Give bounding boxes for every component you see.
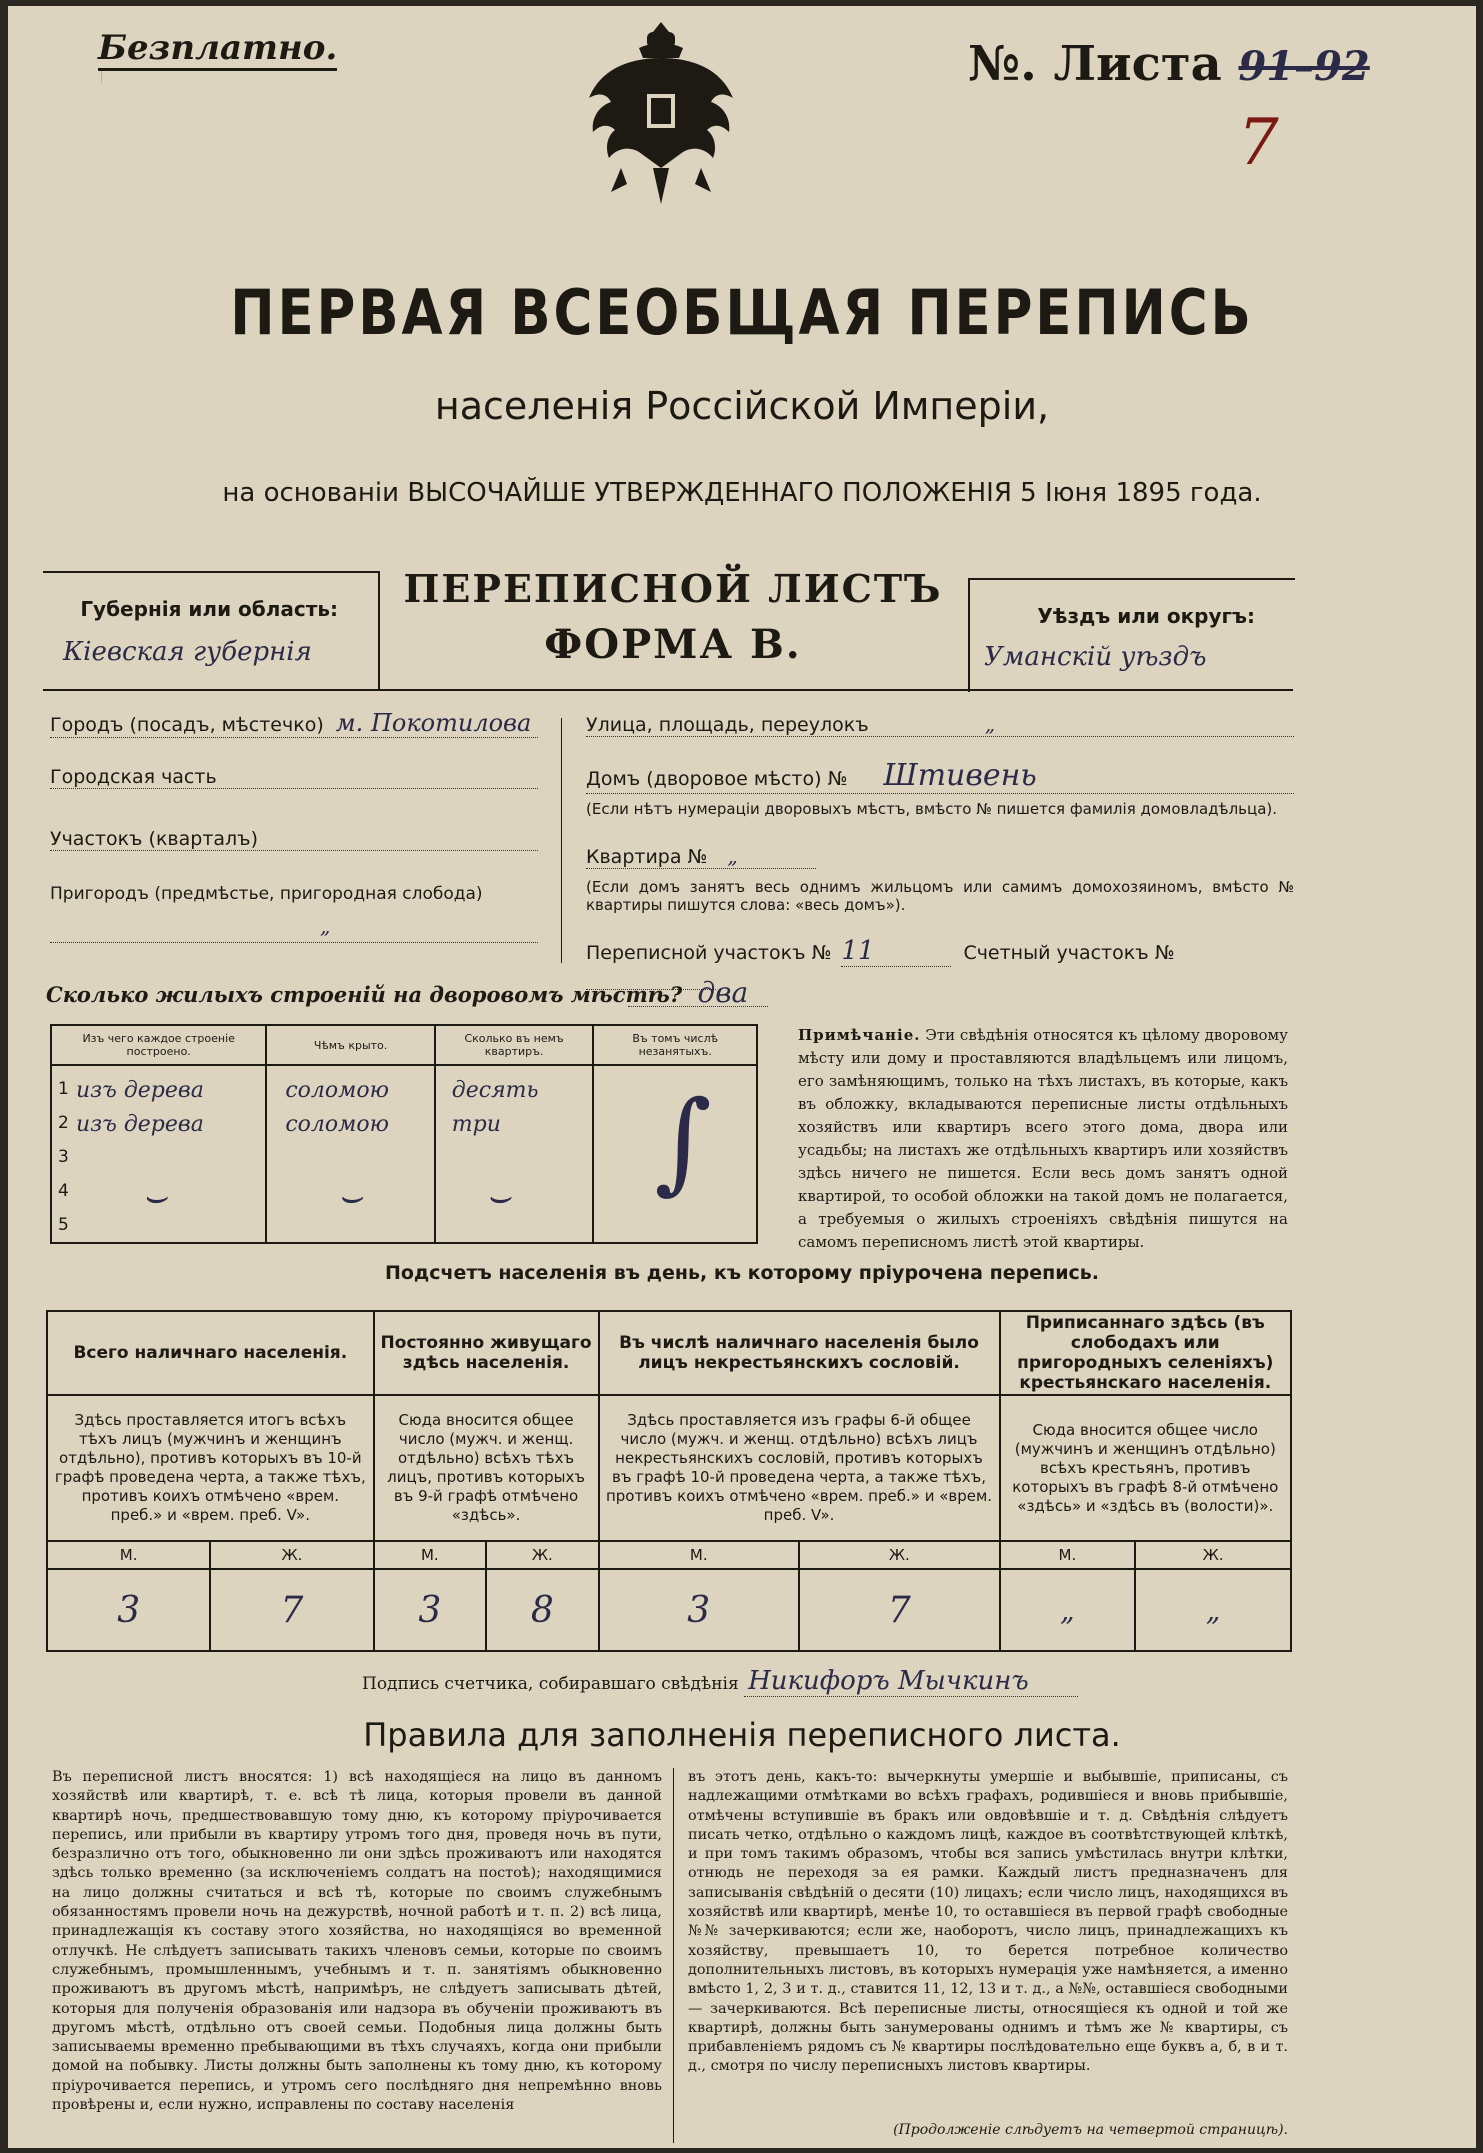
city-label: Городъ (посадъ, мѣстечко) — [50, 714, 324, 736]
district-label: Участокъ (кварталъ) — [50, 828, 259, 850]
uezd-label: Уѣздъ или округъ: — [1037, 604, 1255, 628]
female-header: Ж. — [210, 1541, 373, 1569]
buildings-answer-line — [628, 1006, 768, 1007]
buildings-header: Сколько въ немъ квартиръ. — [435, 1025, 594, 1065]
material-cell: изъ дерева — [76, 1078, 204, 1103]
female-header: Ж. — [486, 1541, 598, 1569]
vertical-divider — [561, 718, 562, 963]
vacant-dash: ∫ — [654, 1077, 712, 1205]
rules-left-column: Въ переписной листъ вносятся: 1) всѣ находящіеся на лицо въ данномъ хозяйствѣ или квартирѣ, т. е. всѣ тѣ лица, которыя провели въ данной квартирѣ ночь, предшествовавшую тому дню, къ которому пріурочивается перепись, или прибыли въ квартиру утромъ того дня, проведя ночь въ пути, безразлично отъ того, обыкновенно ли они здѣсь проживаютъ или находятся здѣсь только временно (за исключеніемъ солдатъ на постоѣ); находящимися на лицо должны считаться и всѣ тѣ, которые по своимъ служебнымъ обязанностямъ провели ночь на дежурствѣ, ночной работѣ и т. п. 2) всѣ лица, принадлежащія къ составу этого хозяйства, но находящіяся во временной отлучкѣ. Не слѣдуетъ записывать такихъ членовъ семьи, которые по своимъ служебнымъ, промышленнымъ, учебнымъ и т. п. занятіямъ обыкновенно проживаютъ въ другомъ мѣстѣ, напримѣръ, не слѣдуетъ записывать дѣтей, которыя для полученія образованія или надзора въ обученіи проживаютъ въ другомъ мѣстѣ, отдѣльно отъ своей семьи. Подобныя лица должны быть записываемы временно пребывающими въ тѣхъ случаяхъ, когда они прибыли домой на побывку. Листы должны быть заполнены къ тому дню, къ которому пріурочивается перепись, и утромъ сего послѣдняго дня непремѣнно вновь провѣрены и, если нужно, исправлены по составу населенія — [52, 1769, 662, 2114]
sheet-number-label: №. Листа — [968, 36, 1222, 92]
roof-values — [285, 1074, 389, 1142]
divider — [43, 689, 1293, 691]
sheet-number — [968, 36, 1370, 92]
population-col-head: Постоянно живущаго здѣсь населенія. — [374, 1311, 599, 1395]
rules-continued: (Продолженіе слѣдуетъ на четвертой страницѣ). — [893, 2122, 1288, 2138]
signature-value: Никифоръ Мычкинъ — [744, 1666, 1078, 1697]
female-count: 7 — [210, 1569, 373, 1651]
census-district-value: 11 — [841, 936, 951, 967]
city-part-label: Городская часть — [50, 766, 217, 788]
apartments-values — [452, 1074, 539, 1142]
imperial-eagle-emblem-icon — [581, 18, 741, 228]
ditto-mark: ⌣ — [337, 1174, 363, 1218]
population-table — [46, 1310, 1292, 1652]
census-title: ПЕРВАЯ ВСЕОБЩАЯ ПЕРЕПИСЬ — [230, 276, 1254, 349]
apartment-field — [586, 844, 816, 869]
street-label: Улица, площадь, переулокъ — [586, 714, 869, 736]
population-col-desc: Здѣсь проставляется изъ графы 6-й общее число (мужч. и женщ. отдѣльно) всѣхъ лицъ некрестьянскихъ сословій, противъ которыхъ въ графѣ 10-й проведена черта, а также тѣхъ, противъ коихъ отмѣчено «врем. преб.» и «врем. преб. V». — [599, 1395, 1000, 1541]
note-title: Примѣчаніе. — [798, 1026, 921, 1044]
signature-row — [362, 1666, 1078, 1697]
buildings-header: Въ томъ числѣ незанятыхъ. — [593, 1025, 757, 1065]
city-value: м. Покотилова — [335, 709, 532, 737]
population-col-desc: Сюда вносится общее число (мужч. и женщ. отдѣльно) всѣхъ тѣхъ лицъ, противъ которыхъ въ 9-й графѣ отмѣчено «здѣсь». — [374, 1395, 599, 1541]
rules-divider — [673, 1768, 674, 2143]
female-count: 8 — [486, 1569, 598, 1651]
signature-label: Подпись счетчика, собиравшаго свѣдѣнія — [362, 1674, 739, 1694]
form-name: ФОРМА В. — [544, 621, 802, 668]
male-count: „ — [1000, 1569, 1136, 1651]
census-sheet-page — [8, 6, 1476, 2148]
male-count: 3 — [47, 1569, 210, 1651]
male-count: 3 — [599, 1569, 800, 1651]
red-sheet-mark: 7 — [1238, 106, 1279, 180]
census-subtitle: населенія Россійской Имперіи, — [434, 384, 1050, 428]
buildings-note — [798, 1024, 1288, 1254]
sheet-title: ПЕРЕПИСНОЙ ЛИСТЪ — [403, 566, 943, 611]
uezd-box — [968, 578, 1295, 692]
material-column — [51, 1065, 266, 1243]
census-basis: на основаніи ВЫСОЧАЙШЕ УТВЕРЖДЕННАГО ПОЛОЖЕНІЯ 5 Іюня 1895 года. — [222, 478, 1262, 508]
roof-cell: соломою — [285, 1112, 390, 1137]
material-values — [76, 1074, 204, 1142]
city-part-field — [50, 766, 538, 789]
count-district-label: Счетный участокъ № — [963, 942, 1175, 964]
roof-cell: соломою — [285, 1078, 390, 1103]
population-col-desc: Здѣсь проставляется итогъ всѣхъ тѣхъ лицъ (мужчинъ и женщинъ отдѣльно), противъ которыхъ въ 10-й графѣ проведена черта, а также тѣхъ, противъ коихъ отмѣчено «врем. преб.» и «врем. преб. V». — [47, 1395, 374, 1541]
suburb-field — [50, 914, 538, 943]
district-field — [50, 828, 538, 851]
rules-title: Правила для заполненія переписного листа. — [363, 1716, 1121, 1754]
male-header: М. — [374, 1541, 486, 1569]
form-title-block — [393, 566, 953, 668]
house-note: (Если нѣтъ нумераціи дворовыхъ мѣстъ, вмѣсто № пишется фамилія домовладѣльца). — [586, 800, 1278, 818]
census-district-label: Переписной участокъ № — [586, 942, 832, 964]
sheet-number-value: 91–92 — [1238, 43, 1370, 90]
street-field — [586, 712, 1294, 737]
population-col-head: Въ числѣ наличнаго населенія было лицъ некрестьянскихъ сословій. — [599, 1311, 1000, 1395]
female-count: „ — [1135, 1569, 1291, 1651]
female-header: Ж. — [1135, 1541, 1291, 1569]
buildings-table — [50, 1024, 758, 1244]
vacant-column — [593, 1065, 757, 1243]
house-value: Штивень — [883, 758, 1037, 793]
ditto-mark: ⌣ — [485, 1174, 511, 1218]
male-header: М. — [47, 1541, 210, 1569]
male-count: 3 — [374, 1569, 486, 1651]
gubernia-label: Губернія или область: — [80, 597, 338, 621]
free-of-charge-label: Безплатно. — [98, 28, 337, 71]
suburb-label: Пригородъ (предмѣстье, пригородная слобода) — [50, 884, 483, 904]
house-label: Домъ (дворовое мѣсто) № — [586, 768, 848, 790]
apartments-cell: десять — [451, 1078, 539, 1103]
buildings-question-row — [46, 976, 748, 1009]
apartments-column — [435, 1065, 594, 1243]
roof-column — [266, 1065, 434, 1243]
apartment-value: „ — [727, 844, 738, 868]
note-text: Эти свѣдѣнія относятся къ цѣлому дворовому мѣсту или дому и проставляются владѣльцемъ или лицомъ, его замѣняющимъ, только на тѣхъ листахъ, въ которые, какъ въ обложку, вкладываются переписные листы отдѣльныхъ хозяйствъ или квартиръ всего этого дома, двора или усадьбы; на листахъ же отдѣльныхъ квартиръ или хозяйствъ здѣсь ничего не пишется. Если весь домъ занятъ одной квартирой, то особой обложки на такой домъ не полагается, а требуемыя о жилыхъ строеніяхъ свѣдѣнія пишутся на самомъ переписномъ листѣ этой квартиры. — [798, 1026, 1288, 1251]
apartments-cell: три — [451, 1112, 501, 1137]
gubernia-box — [43, 571, 380, 691]
female-count: 7 — [799, 1569, 1000, 1651]
suburb-value: „ — [320, 914, 331, 938]
buildings-header: Изъ чего каждое строеніе построено. — [51, 1025, 266, 1065]
rules-right-column: въ этотъ день, какъ-то: вычеркнуты умершіе и выбывшіе, приписаны, съ надлежащими отмѣтками во всѣхъ графахъ, родившіеся и вновь прибывшіе, отмѣчены вступившіе въ бракъ или овдовѣвшіе и т. д. Свѣдѣнія слѣдуетъ писать четко, отдѣльно о каждомъ лицѣ, каждое въ соотвѣтствующей клѣткѣ, и при томъ такимъ образомъ, чтобы вся запись умѣстилась внутри клѣтки, отнюдь не переходя за ея рамки. Каждый листъ предназначенъ для записыванія свѣдѣній о десяти (10) лицахъ; если число лицъ, находящихся въ хозяйствѣ или квартирѣ, менѣе 10, то оставшіеся въ первой графѣ свободные №№ зачеркиваются; если же, наоборотъ, число лицъ, принадлежащихъ къ хозяйству, превышаетъ 10, то берется потребное количество дополнительныхъ листовъ, въ которыхъ нумерація уже намѣняется, а именно вмѣсто 1, 2, 3 и т. д., ставится 11, 12, 13 и т. д., а №№, оставшіеся свободными — зачеркиваются. Всѣ переписные листы, относящіеся къ одной и той же квартирѣ, должны быть занумерованы однимъ и тѣмъ же № квартиры, съ прибавленіемъ рядомъ съ № квартиры послѣдовательно еще буквъ а, б, в и т. д., смотря по числу переписныхъ листовъ квартиры. — [688, 1769, 1288, 2075]
city-field — [50, 709, 538, 738]
apartment-label: Квартира № — [586, 846, 708, 868]
buildings-answer: два — [697, 976, 749, 1009]
street-value: „ — [984, 712, 996, 736]
population-col-head: Всего наличнаго населенія. — [47, 1311, 374, 1395]
material-cell: изъ дерева — [76, 1112, 204, 1137]
bleed-through-text: │ — [98, 69, 106, 84]
gubernia-value: Кіевская губернія — [63, 637, 312, 667]
apartment-note: (Если домъ занятъ весь однимъ жильцомъ или самимъ домохозяиномъ, вмѣсто № квартиры пишутся слова: «весь домъ»). — [586, 878, 1294, 914]
buildings-question: Сколько жилыхъ строеній на дворовомъ мѣстѣ? — [46, 982, 683, 1007]
house-field — [586, 758, 1294, 794]
female-header: Ж. — [799, 1541, 1000, 1569]
ditto-mark: ⌣ — [142, 1174, 168, 1218]
population-col-desc: Сюда вносится общее число (мужчинъ и женщинъ отдѣльно) всѣхъ крестьянъ, противъ которыхъ въ графѣ 8-й отмѣчено «здѣсь» и «здѣсь въ (волости)». — [1000, 1395, 1291, 1541]
population-title: Подсчетъ населенія въ день, къ которому пріурочена перепись. — [384, 1262, 1100, 1284]
row-numbers: 1 2 3 4 5 — [58, 1079, 69, 1235]
population-col-head: Приписаннаго здѣсь (въ слободахъ или пригородныхъ селеніяхъ) крестьянскаго населенія. — [1000, 1311, 1291, 1395]
uezd-value: Уманскій уѣздъ — [984, 642, 1207, 672]
buildings-header: Чѣмъ крыто. — [266, 1025, 434, 1065]
male-header: М. — [599, 1541, 800, 1569]
male-header: М. — [1000, 1541, 1136, 1569]
